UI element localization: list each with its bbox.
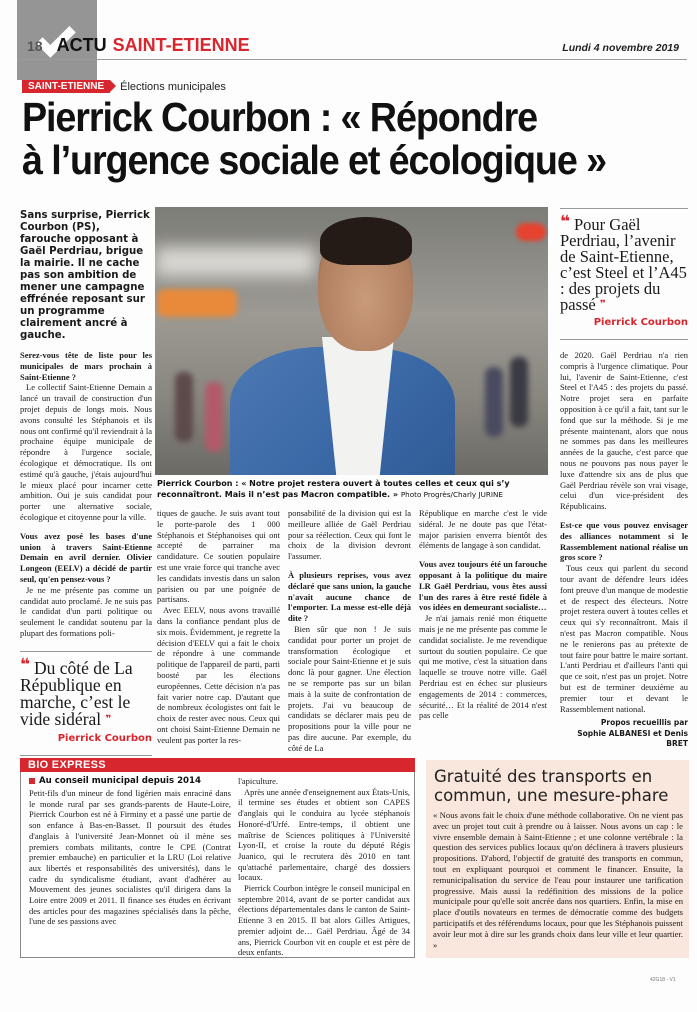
open-quote-icon: ❝ [560,212,570,232]
bio-express-label: BIO EXPRESS [28,759,106,771]
bio-express-header [20,758,415,772]
bio-column-1 [29,776,231,927]
interview-question: À plusieurs reprises, vous avez déclaré que sans union, la gauche n'avait aucune chance de l'emporter. La messe est-elle déjà dite ? [288,569,411,624]
kicker-tag: SAINT-ETIENNE [22,80,110,93]
interview-answer: tiques de gauche. Je suis avant tout le porte-parole des 1 000 Stéphanois et Stéphanoises qui ont accepté de parrainer ma candidature. Ce soutien populaire est une vraie force qui tranche avec les candidats investis dans un salon parisien ou par une poignée de partisans. [157,508,280,605]
portrait-photo [155,207,548,475]
pull-quote-author: Pierrick Courbon [57,732,152,744]
folio-code: 42G18 - V1 [650,977,676,983]
interview-answer: République en marche c'est le vide sidéral. Je ne doute pas que l'état-major parisien enverra bientôt des éléments de langage à son candidat. [419,508,547,551]
right-column [560,208,688,750]
bio-paragraph: Petit-fils d'un mineur de fond ligérien mais enraciné dans le monde rural par ses grands-parents de Haute-Loire, Pierrick Courbon est né à Firminy et a passé une partie de son enfance à Bas-en-Basset. Il poursuit des études d'anglais à l'université Jean-Monnet où il mène ses premiers combats militants, contre le CPE (Contrat premier embauche) en particulier et la LRU (Loi relative aux libertés et responsabilités des universités), dans le cadre du syndicalisme étudiant, avant d'adhérer au Mouvement des jeunes socialistes qu'il dirigera dans la Loire entre 2009 et 2011. Il finance ses études en écrivant des articles pour des magazines spécialisés dans la pêche, l'une de ses passions avec [29,788,231,927]
article-column-1 [20,350,152,639]
transports-sidebar [426,760,689,958]
interview-question: Serez-vous tête de liste pour les municipales de mars prochain à Saint-Etienne ? [20,350,152,382]
bio-express-box [20,772,415,958]
interview-question: Est-ce que vous pouvez envisager des alliances notamment si le Rassemblement national réalise un gros score ? [560,519,688,563]
interview-question: Vous avez posé les bases d'une union à travers Saint-Etienne Demain en avril dernier. Olivier Longeon (EELV) a décidé de partir seul, qu'en pensez-vous ? [20,530,152,584]
signoff-line-1: Propos recueillis par [600,718,688,728]
article-column-2 [157,508,280,746]
close-quote-icon: ❞ [105,713,112,725]
interview-answer: de 2020. Gaël Perdriau n'a rien compris à l'urgence climatique. Pour lui, l'avenir de Saint-Etienne, c'est Steel et l'A45 : des projets du passé. Notre projet sera en parfaite opposition à ce qu'il a fait, tant sur le fond que sur la méthode. Si je me présente maintenant, alors que nous ne sommes pas dans les meilleures années de la gauche, c'est parce que nous ne pouvons pas nous payer le luxe d'attendre six ans de plus que Gaël Perdriau révèle son vrai visage, celui d'un vice-président des Républicains. [560,350,688,512]
headline [22,96,684,182]
interview-answer: Tous ceux qui parlent du second tour avant de défendre leurs idées font preuve d'un manque de modestie et de respect des électeurs. Notre projet restera ouvert à toutes celles et ceux qui s'y reconnaîtront. Mais il n'est pas Macron compatible. Nous ne le renierons pas au prétexte de tout faire pour battre le maire sortant. L'anti Perdriau et d'ailleurs l'anti qui que ce soit, n'est pas un projet. Notre but est de terminer deuxième au premier tour et devant le Rassemblement national. [560,563,688,714]
interview-signoff [560,718,688,750]
close-quote-icon: ❞ [599,299,606,310]
section-city: SAINT-ETIENNE [112,35,250,55]
interview-answer: Bien sûr que non ! Je suis candidat pour porter un projet de transformation écologique et sociale pour Saint-Etienne et je suis donc là pour gagner. Une élection ne se remporte pas sur un bilan mais à la suite de confrontation de projets. J'ai vu beaucoup de candidats se déclarer mais peu de propositions pour la ville pour ne pas dire aucune. Par exemple, du côté de La [288,623,411,753]
standfirst: Sans surprise, Pierrick Courbon (PS), farouche opposant à Gaël Perdriau, brigue la mairie. Il ne cache pas son ambition de mener une campagne effrénée reposant sur un programme clairement ancré à gauche. [20,210,150,341]
transports-body: « Nous avons fait le choix d'une méthode collaborative. On ne vient pas avec un projet tout cuit à prendre ou à laisser. Nous avons un cap : le vivre ensemble demain à Saint-Etienne ; et une colonne vertébrale : la question des services publics locaux qu'on déclinera à travers plusieurs propositions. D'abord, l'objectif de gratuité des transports en commun, tout en expliquant pourquoi et comment le financer. Ensuite, la remunicipalisation du service de l'eau pour instaurer une tarification progressive. Mais aussi la redéfinition des missions de la police municipale pour qu'elle soit ancrée dans nos quartiers. Enfin, la mise en place d'outils novateurs en termes de démocratie comme des budgets participatifs et des référendums locaux, pour que les Stéphanois puissent avoir leur mot à dire sur les grands choix dans leur ville et leur quartier. » [433,810,683,950]
article-column-3 [288,508,411,754]
section-prefix: ACTU [56,35,107,55]
pull-quote-2 [560,208,688,340]
interview-answer: Je n'ai jamais renié mon étiquette mais je ne me présente pas comme le candidat socialiste. Je me revendique surtout du soutien populaire. Ce que qui me motive, c'est la situation dans laquelle se trouve notre ville. Gaël Perdriau est en échec sur plusieurs engagements de 2014 : commerces, sécurité… Et la réalité de 2014 n'est pas celle [419,613,547,721]
pull-quote-text: Du côté de La République en marche, c’est le vide sidéral [20,657,133,729]
issue-date: Lundi 4 novembre 2019 [562,42,679,54]
interview-answer: ponsabilité de la division qui est la meilleure alliée de Gaël Perdriau pour sa réélection. Ceux qui font le choix de la division devront l'assumer. [288,508,411,562]
headline-line-1: Pierrick Courbon : « Répondre [22,94,538,140]
bio-column-2 [238,776,410,958]
pull-quote-author: Pierrick Courbon [593,317,688,328]
open-quote-icon: ❝ [20,654,30,675]
bio-express-title: Au conseil municipal depuis 2014 [29,776,231,787]
page-number: 18 [27,38,43,54]
article-column-5 [560,350,688,714]
interview-answer: Le collectif Saint-Etienne Demain a lancé un travail de construction d'un projet depuis de longs mois. Nous avons consulté les Stéphanois et ils nous ont confirmé qu'il reviendrait à la prochaine équipe municipale de répondre à l'urgence sociale, écologique et démocratique. Ils ont estimé qu'à gauche, j'étais aujourd'hui le mieux placé pour incarner cette ambition. Oui je suis candidat pour porter une alternative sociale, écologique et citoyenne pour la ville. [20,382,152,522]
bio-paragraph: l'apiculture. [238,776,279,786]
interview-answer: Je ne me présente pas comme un candidat auto proclamé. Je ne suis pas le candidat d'un parti politique ou seulement le candidat soutenu par la plupart des formations poli- [20,584,152,638]
kicker-topic: Élections municipales [120,80,226,93]
kicker [22,80,226,93]
interview-answer: Avec EELV, nous avons travaillé dans la confiance pendant plus de six mois. Évidemment, je regrette la décision d'EELV qui a fait le choix de répondre à une commande politique de l'appareil de parti, parti boosté par les élections européennes. Cette décision n'a pas fait varier notre cap. D'autant que de nombreux écologistes ont fait le choix de rester avec nous. Ceux qui ont choisi Saint-Etienne Demain ne veulent pas porter la res- [157,605,280,745]
article-column-4 [419,508,547,721]
pull-quote-text: Pour Gaël Perdriau, l’avenir de Saint-Etienne, c’est Steel et l’A45 : des projets du passé [560,215,687,314]
photo-caption [157,478,549,500]
left-column [20,210,152,756]
headline-line-2: à l’urgence sociale et écologique » [22,137,606,183]
transports-title: Gratuité des transports en commun, une mesure-phare [434,767,669,805]
bio-paragraph: Pierrick Courbon intègre le conseil municipal en septembre 2014, avant de se porter candidat aux élections départementales dans le canton de Saint-Etienne 3 en 2015. Il bat alors Gilles Artigues, premier adjoint de… Gaël Perdriau. Âgé de 34 ans, Pierrick Courbon vit en couple et est père de deux enfants. [238,883,410,958]
bio-paragraph: Après une année d'enseignement aux États-Unis, il termine ses études et obtient son CAPES d'anglais qui le conduira au lycée stéphanois Honoré-d'Urfé. Entre-temps, il obtient une maîtrise de Sciences politiques à l'Université Lyon-II, et croise la route du député Régis Juanico, qui le recrutera dès 2010 en tant qu'attaché parlementaire, chargé des dossiers locaux. [238,786,410,883]
photo-credit: Photo Progrès/Charly JURINE [400,490,503,499]
signoff-authors: Sophie ALBANESI et Denis BRET [577,728,688,749]
pull-quote-1 [20,651,152,756]
caption-text: Pierrick Courbon : « Notre projet restera ouvert à toutes celles et ceux qui s’y reconnaîtront. Mais il n’est pas Macron compatible. » [157,479,510,499]
interview-question: Vous avez toujours été un farouche opposant à la politique du maire LR Gaël Perdriau, vous êtes aussi l'un des rares à être resté fidèle à vos idées en demeurant socialiste… [419,559,547,613]
page-header [17,30,687,60]
